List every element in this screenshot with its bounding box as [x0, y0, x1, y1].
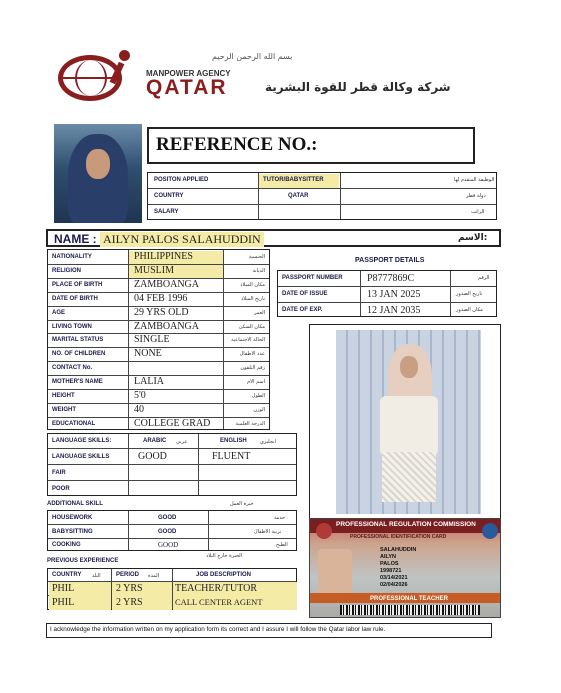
cooking-value: GOOD — [158, 541, 179, 549]
professional-id-card — [309, 518, 501, 618]
position-applied-label: POSITON APPLIED — [154, 177, 209, 183]
language-skills-table — [47, 433, 297, 496]
personal-value-3: 04 FEB 1996 — [134, 292, 188, 304]
additional-skill-title: ADDITIONAL SKILL — [47, 501, 103, 507]
name-row — [46, 229, 501, 247]
previous-experience-title-ar: الخبرة خارج البلاد — [206, 553, 243, 559]
agency-logo-person-icon — [119, 50, 130, 61]
personal-arabic-11: الوزن — [253, 406, 265, 413]
position-applied-arabic: الوظيفة المتقدم لها — [454, 177, 495, 183]
english-col-ar: انجليزي — [260, 439, 276, 445]
housework-arabic: خدمة — [274, 515, 286, 521]
personal-arabic-8: رقم التلفون — [240, 365, 265, 372]
passport-table — [277, 270, 497, 317]
exp-2-period: 2 YRS — [116, 597, 143, 608]
country-value: QATAR — [288, 193, 309, 199]
passport-number-arabic: الرقم — [478, 275, 490, 281]
name-value: AILYN PALOS SALAHUDDIN — [100, 232, 264, 247]
id-reg-date: 03/14/2021 — [380, 575, 408, 581]
country-col-label: COUNTRY — [52, 572, 82, 578]
date-of-issue-label: DATE OF ISSUE — [282, 291, 328, 297]
personal-label-0: NATIONALITY — [52, 254, 92, 260]
exp-1-period: 2 YRS — [116, 583, 143, 594]
additional-skill-table — [47, 510, 297, 551]
id-card-photo — [318, 549, 352, 593]
exp-2-country: PHIL — [52, 597, 75, 608]
personal-arabic-3: تاريخ الميلاد — [240, 295, 265, 302]
personal-value-2: ZAMBOANGA — [134, 278, 199, 290]
country-label: COUNTRY — [154, 193, 184, 199]
personal-label-2: PLACE OF BIRTH — [52, 281, 103, 288]
applicant-portrait-photo — [54, 124, 142, 223]
previous-experience-table — [47, 568, 297, 610]
id-profession: PROFESSIONAL TEACHER — [370, 596, 448, 602]
id-valid-until: 02/04/2026 — [380, 582, 408, 588]
id-barcode — [340, 605, 480, 615]
date-of-issue-value: 13 JAN 2025 — [367, 289, 421, 300]
personal-value-11: 40 — [134, 403, 144, 415]
prc-seal-icon — [316, 523, 332, 539]
personal-label-11: WEIGHT — [52, 406, 76, 413]
personal-arabic-2: مكان الميلاد — [240, 281, 265, 288]
arabic-col-ar: عربي — [176, 439, 188, 445]
babysitting-value: GOOD — [158, 529, 177, 535]
personal-arabic-0: الجنسية — [248, 254, 265, 260]
babysitting-arabic: تربية الاطفال — [254, 529, 282, 535]
name-label: NAME : — [54, 232, 97, 246]
passport-details-title: PASSPORT DETAILS — [355, 257, 425, 264]
personal-label-5: LIVING TOWN — [52, 323, 92, 330]
bagong-pilipinas-seal-icon — [482, 523, 498, 539]
arabic-col-label: ARABIC — [143, 438, 167, 444]
country-arabic: دولة قطر — [466, 193, 486, 199]
id-card-title: PROFESSIONAL REGULATION COMMISSION — [336, 521, 476, 528]
arabic-skill-value: GOOD — [138, 451, 167, 462]
personal-arabic-10: الطول — [251, 393, 265, 399]
personal-value-0: PHILIPPINES — [134, 251, 193, 262]
personal-label-4: AGE — [52, 309, 66, 316]
acknowledgement-box — [46, 623, 492, 638]
personal-details-table — [47, 249, 270, 430]
poor-row-label: POOR — [52, 486, 70, 492]
country-col-ar: البلد — [92, 573, 101, 579]
babysitting-label: BABYSITTING — [52, 529, 93, 535]
name-arabic: الاسم: — [458, 233, 488, 243]
previous-experience-title: PREVIOUS EXPERIENCE — [47, 558, 119, 564]
english-col-label: ENGLISH — [220, 438, 247, 444]
personal-label-8: CONTACT No. — [52, 365, 93, 372]
job-col-label: JOB DESCRIPTION — [196, 572, 252, 578]
salary-arabic: الراتب — [471, 209, 485, 215]
personal-label-10: HEIGHT — [52, 393, 75, 399]
reference-box — [147, 127, 475, 164]
passport-number-value: P8777869C — [367, 273, 415, 284]
agency-top-label: MANPOWER AGENCY — [146, 69, 231, 78]
personal-arabic-4: العمر — [254, 309, 265, 316]
id-last-name: SALAHUDDIN — [380, 547, 417, 553]
date-of-exp-arabic: مكان الصدور — [456, 307, 483, 313]
period-col-label: PERIOD — [116, 572, 140, 578]
personal-label-7: NO. OF CHILDREN — [52, 351, 106, 358]
personal-arabic-9: اسم الام — [247, 379, 265, 386]
applicant-full-body-photo — [336, 330, 481, 514]
personal-value-4: 29 YRS OLD — [134, 306, 189, 318]
personal-value-1: MUSLIM — [134, 264, 175, 276]
application-table — [147, 172, 497, 220]
agency-name: QATAR — [146, 76, 228, 99]
language-skills-head: LANGUAGE SKILLS: — [52, 438, 112, 444]
personal-arabic-1: الديانة — [252, 267, 265, 274]
reference-label: REFERENCE NO.: — [156, 134, 318, 155]
personal-value-10: 5'0 — [134, 390, 146, 401]
housework-label: HOUSEWORK — [52, 515, 93, 521]
exp-1-job: TEACHER/TUTOR — [175, 583, 258, 594]
personal-value-5: ZAMBOANGA — [134, 320, 199, 332]
personal-value-9: LALIA — [134, 376, 164, 388]
id-reg-no: 1998721 — [380, 568, 402, 574]
id-first-name: AILYN — [380, 554, 396, 560]
personal-arabic-6: الحالة الاجتماعية — [231, 337, 265, 344]
passport-number-label: PASSPORT NUMBER — [282, 275, 343, 281]
exp-1-country: PHIL — [52, 583, 75, 594]
bismillah-text: بسم الله الرحمن الرحيم — [212, 52, 293, 61]
personal-arabic-7: عدد الاطفال — [239, 351, 265, 358]
period-col-ar: المدة — [148, 573, 160, 579]
salary-label: SALARY — [154, 209, 179, 215]
agency-arabic-name: شركة وكالة قطر للقوة البشرية — [265, 80, 451, 94]
exp-2-job: CALL CENTER AGENT — [175, 597, 263, 607]
id-card-subtitle: PROFESSIONAL IDENTIFICATION CARD — [350, 534, 447, 540]
date-of-exp-value: 12 JAN 2035 — [367, 305, 421, 316]
position-applied-value: TUTOR/BABYSITTER — [263, 177, 324, 183]
english-skill-value: FLUENT — [212, 451, 251, 462]
personal-label-12: EDUCATIONAL — [52, 420, 96, 427]
cooking-label: COOKING — [52, 542, 81, 548]
date-of-issue-arabic: تاريخ الصدور — [456, 291, 483, 297]
personal-value-6: SINGLE — [134, 334, 170, 346]
language-skills-row-label: LANGUAGE SKILLS — [52, 454, 110, 460]
housework-value: GOOD — [158, 515, 177, 521]
personal-label-3: DATE OF BIRTH — [52, 295, 98, 302]
personal-label-9: MOTHER'S NAME — [52, 379, 103, 386]
fair-row-label: FAIR — [52, 470, 66, 476]
id-middle-name: PALOS — [380, 561, 399, 567]
cooking-arabic: الطبخ — [276, 542, 288, 548]
additional-skill-title-ar: خبرة العمل — [230, 501, 254, 507]
acknowledgement-text: I acknowledge the information written on my application form its correct and I assure I will follow the Qatar labor law rule. — [50, 626, 386, 633]
date-of-exp-label: DATE OF EXP. — [282, 307, 323, 313]
personal-label-1: RELIGION — [52, 267, 82, 274]
personal-value-12: COLLEGE GRAD — [134, 417, 211, 429]
personal-arabic-12: الدرجة العلمية — [235, 420, 265, 427]
personal-label-6: MARITAL STATUS — [52, 337, 104, 344]
personal-arabic-5: مكان السكن — [238, 323, 265, 330]
personal-value-7: NONE — [134, 348, 162, 360]
